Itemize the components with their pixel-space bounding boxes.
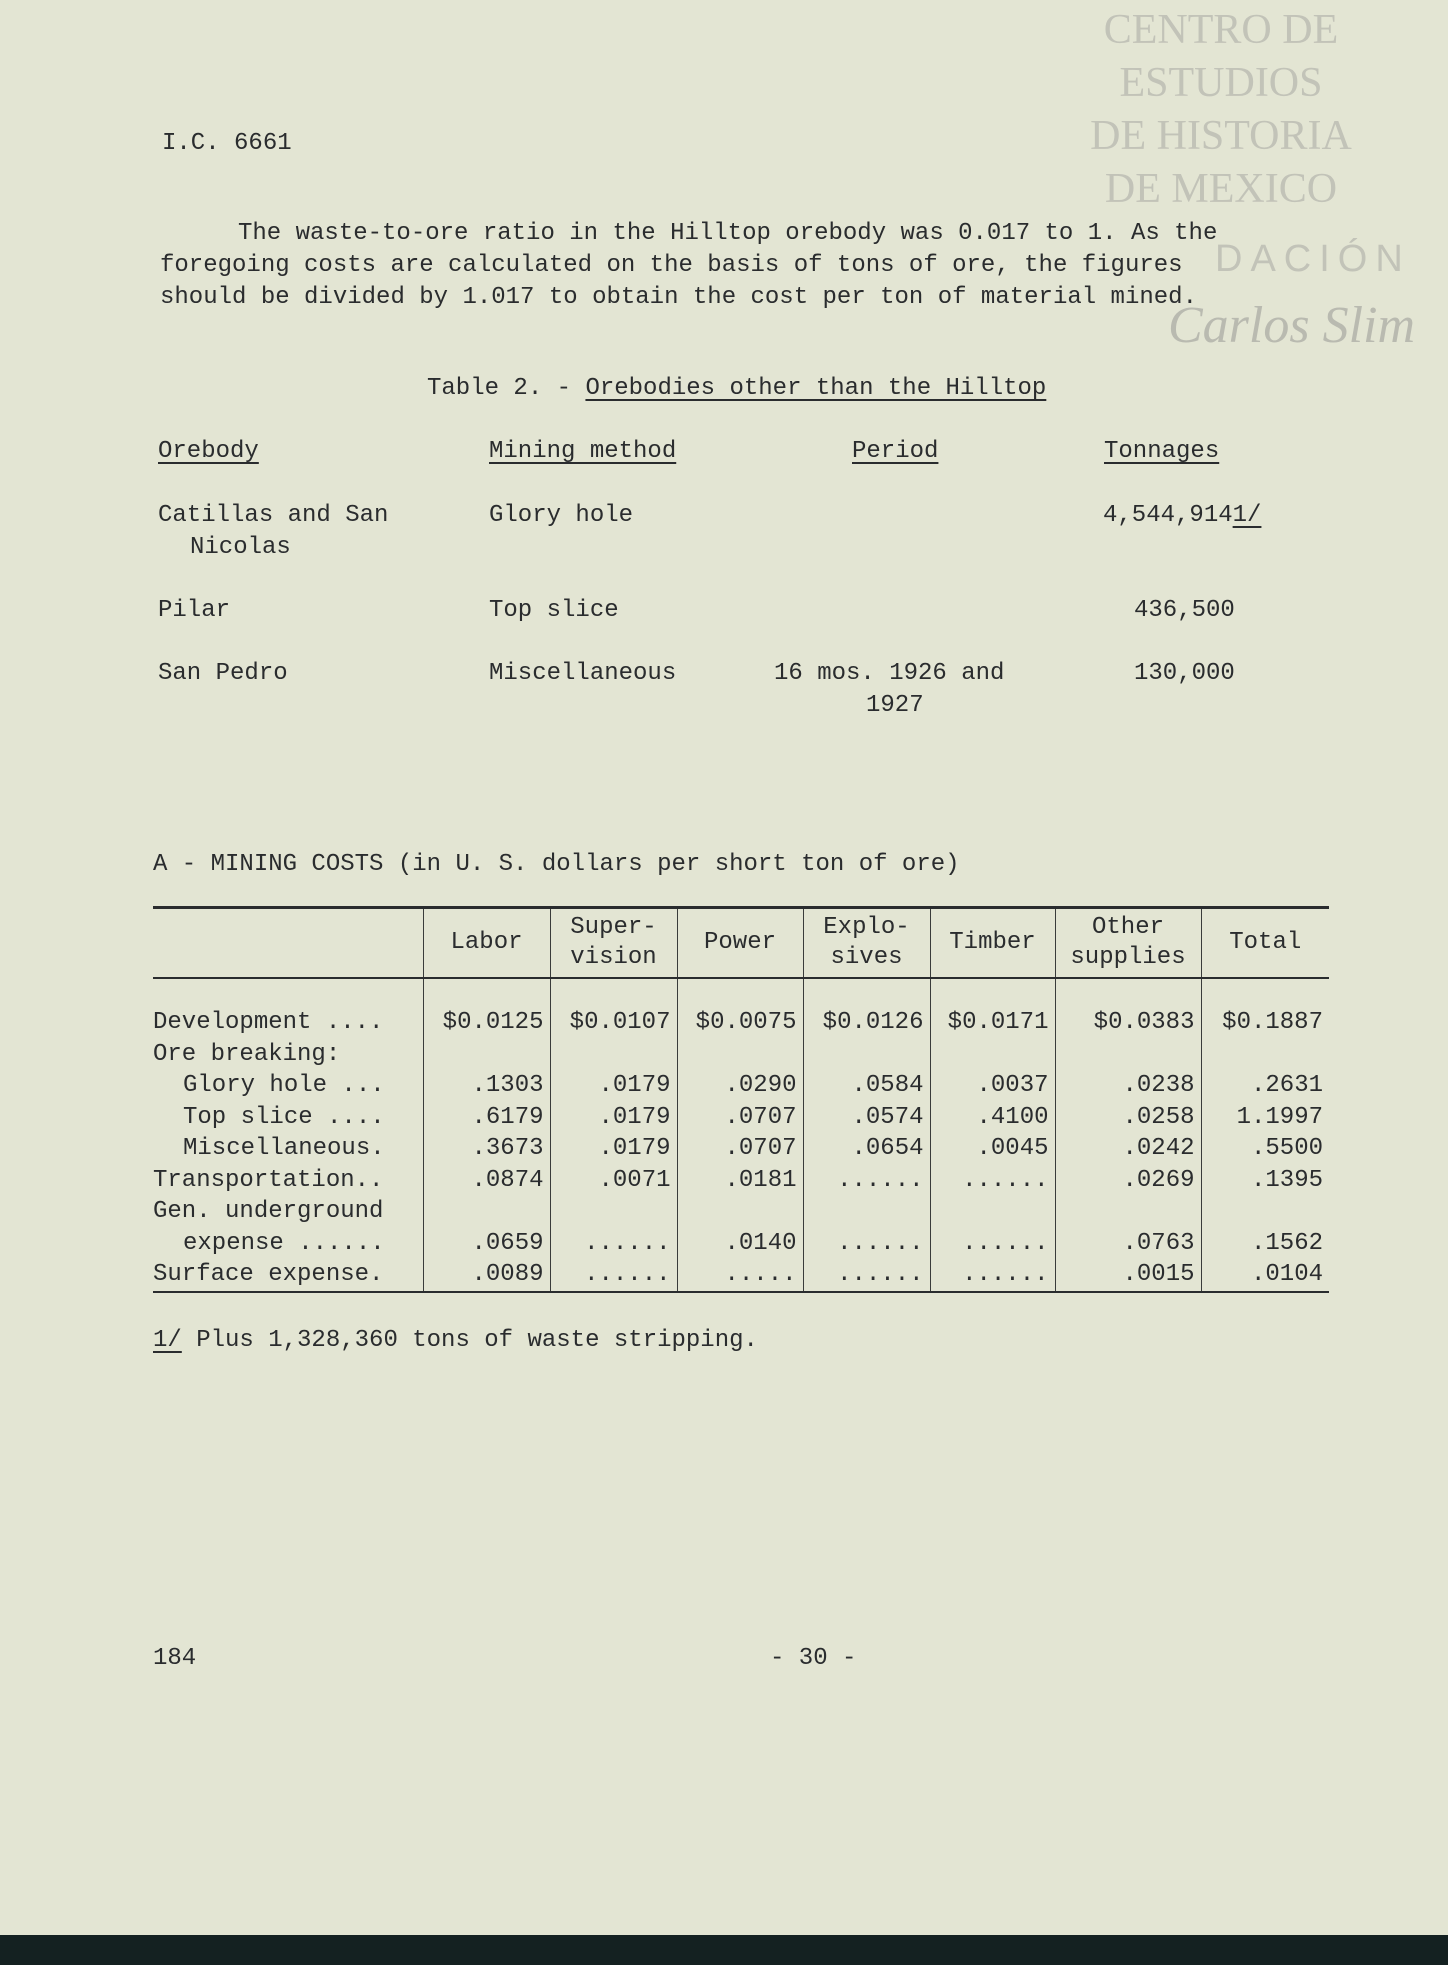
- column-header: [930, 908, 1055, 979]
- table-cell: ......: [803, 1259, 930, 1292]
- table2-title-caption: Orebodies other than the Hilltop: [585, 375, 1047, 402]
- table-cell: .0037: [930, 1070, 1055, 1102]
- table-cell: ......: [550, 1259, 677, 1292]
- section-a-title: A - MINING COSTS (in U. S. dollars per short ton of ore): [153, 851, 960, 878]
- table-cell: .0242: [1055, 1133, 1201, 1165]
- table-cell: ......: [803, 1165, 930, 1197]
- table2-title: [427, 373, 1046, 405]
- table2-tonnage: 130,000: [1134, 660, 1235, 687]
- footnote: [153, 1325, 758, 1357]
- table-cell: .0179: [550, 1102, 677, 1134]
- table-cell: [1201, 1196, 1329, 1228]
- row-label: Development ....: [153, 1009, 384, 1036]
- table-cell: .0015: [1055, 1259, 1201, 1292]
- table-cell: .0290: [677, 1070, 803, 1102]
- table-cell: .....: [677, 1259, 803, 1292]
- table-row: [153, 1196, 1329, 1228]
- header-label: Labor: [450, 929, 523, 956]
- table-row: [153, 1039, 1329, 1071]
- column-header: [1055, 908, 1201, 979]
- table-cell: .5500: [1201, 1133, 1329, 1165]
- table-cell: .0089: [423, 1259, 550, 1292]
- table2-period: 1927: [866, 692, 924, 719]
- column-header: [677, 908, 803, 979]
- table-cell: .0238: [1055, 1070, 1201, 1102]
- table-cell: [1201, 1039, 1329, 1071]
- table-cell: .1562: [1201, 1228, 1329, 1260]
- table-cell: .0179: [550, 1070, 677, 1102]
- table-spacer-row: [153, 978, 1329, 1007]
- row-label: Transportation..: [153, 1166, 384, 1194]
- table-cell: .3673: [423, 1133, 550, 1165]
- table-cell: $0.0075: [677, 1007, 803, 1039]
- table2-orebody: Catillas and San: [158, 502, 389, 529]
- table-cell: .0654: [803, 1133, 930, 1165]
- table-cell: .0140: [677, 1228, 803, 1260]
- table-cell: .2631: [1201, 1070, 1329, 1102]
- header-label: Power: [703, 929, 776, 956]
- table-cell: .0179: [550, 1133, 677, 1165]
- table-cell: .0258: [1055, 1102, 1201, 1134]
- watermark-signature: Carlos Slim: [1168, 297, 1416, 354]
- column-header: [550, 908, 677, 979]
- table-cell: $0.0171: [930, 1007, 1055, 1039]
- table2-header-orebody: Orebody: [158, 438, 259, 465]
- table2-method: Miscellaneous: [489, 660, 677, 687]
- table2-header-period: Period: [852, 438, 939, 465]
- table-cell: .0181: [677, 1165, 803, 1197]
- table-cell: [1055, 1196, 1201, 1228]
- watermark-line: ESTUDIOS: [1119, 60, 1323, 106]
- mining-costs-table: [153, 906, 1329, 1293]
- table2-orebody: Pilar: [158, 597, 231, 624]
- table-row: [153, 1259, 1329, 1292]
- table-cell: .0071: [550, 1165, 677, 1197]
- row-label: expense ......: [183, 1229, 385, 1257]
- table-cell: .0707: [677, 1102, 803, 1134]
- table2-period: 16 mos. 1926 and: [774, 660, 1005, 687]
- watermark-line: DE HISTORIA: [1090, 113, 1352, 159]
- header-label: vision: [570, 944, 657, 971]
- table-cell: .0045: [930, 1133, 1055, 1165]
- watermark-line: CENTRO DE: [1103, 7, 1339, 53]
- header-label: supplies: [1070, 944, 1186, 971]
- page-number-center: - 30 -: [770, 1645, 857, 1672]
- table-cell: ......: [550, 1228, 677, 1260]
- footnote-marker: 1/: [153, 1327, 182, 1354]
- table-cell: .0707: [677, 1133, 803, 1165]
- table-cell: [677, 1196, 803, 1228]
- archive-watermark: [1006, 4, 1436, 216]
- watermark-line: DE MEXICO: [1104, 166, 1338, 212]
- cost-rows: [153, 978, 1329, 1292]
- column-header: [153, 908, 423, 979]
- table-cell: [1055, 1039, 1201, 1071]
- table-cell: $0.0107: [550, 1007, 677, 1039]
- table2-title-prefix: Table 2. -: [427, 375, 586, 402]
- table-cell: $0.0383: [1055, 1007, 1201, 1039]
- page-number-left: 184: [153, 1645, 197, 1672]
- table-cell: [930, 1196, 1055, 1228]
- table-cell: $0.0126: [803, 1007, 930, 1039]
- table-cell: $0.1887: [1201, 1007, 1329, 1039]
- table-cell: .1395: [1201, 1165, 1329, 1197]
- paragraph-line: should be divided by 1.017 to obtain the cost per ton of material mined.: [160, 284, 1197, 311]
- table-cell: [803, 1039, 930, 1071]
- table-row: [153, 1228, 1329, 1260]
- header-label: Total: [1229, 929, 1302, 956]
- table-cell: ......: [930, 1259, 1055, 1292]
- table-cell: .0104: [1201, 1259, 1329, 1292]
- table-cell: .6179: [423, 1102, 550, 1134]
- table-cell: .1303: [423, 1070, 550, 1102]
- row-label: Surface expense.: [153, 1259, 423, 1292]
- row-label: Miscellaneous.: [183, 1135, 385, 1162]
- paragraph-line: The waste-to-ore ratio in the Hilltop orebody was 0.017 to 1. As the: [238, 220, 1218, 247]
- table2-method: Top slice: [489, 597, 619, 624]
- column-header: [1201, 908, 1329, 979]
- table-cell: [550, 1039, 677, 1071]
- header-label: Super-: [570, 914, 657, 941]
- table-cell: ......: [930, 1228, 1055, 1260]
- table-row: [153, 1165, 1329, 1197]
- table2-tonnage: 436,500: [1134, 597, 1235, 624]
- row-label: Gen. underground: [153, 1198, 384, 1225]
- table2-orebody: San Pedro: [158, 660, 288, 687]
- table2-tonnage: [1103, 500, 1261, 532]
- table-cell: .0874: [423, 1165, 550, 1197]
- column-header: [803, 908, 930, 979]
- table-cell: .0269: [1055, 1165, 1201, 1197]
- report-code: I.C. 6661: [162, 130, 292, 157]
- table-cell: [930, 1039, 1055, 1071]
- table-cell: .0659: [423, 1228, 550, 1260]
- table-cell: .0574: [803, 1102, 930, 1134]
- table-header-row: [153, 908, 1329, 979]
- column-header: [423, 908, 550, 979]
- row-label: Glory hole ...: [183, 1072, 385, 1099]
- table-cell: ......: [930, 1165, 1055, 1197]
- header-label: Explo-: [823, 914, 910, 941]
- header-label: Timber: [949, 929, 1036, 956]
- footnote-text: Plus 1,328,360 tons of waste stripping.: [181, 1327, 758, 1354]
- table-cell: [423, 1039, 550, 1071]
- tonnage-value: 4,544,914: [1103, 502, 1233, 529]
- table-cell: [550, 1196, 677, 1228]
- table-cell: .0584: [803, 1070, 930, 1102]
- table-cell: 1.1997: [1201, 1102, 1329, 1134]
- table-row: [153, 1102, 1329, 1134]
- paragraph-line: foregoing costs are calculated on the basis of tons of ore, the figures: [160, 252, 1183, 279]
- table2-method: Glory hole: [489, 502, 634, 529]
- footnote-ref: 1/: [1232, 502, 1262, 529]
- watermark-fundacion: DACIÓN: [1215, 238, 1411, 280]
- header-label: Other: [1091, 914, 1164, 941]
- header-label: sives: [830, 944, 903, 971]
- table2-header-method: Mining method: [489, 438, 677, 465]
- table-cell: [423, 1196, 550, 1228]
- table-row: [153, 1007, 1329, 1039]
- scan-edge: [0, 1935, 1448, 1965]
- table2-orebody: Nicolas: [190, 534, 291, 561]
- table-cell: [803, 1196, 930, 1228]
- table-cell: .4100: [930, 1102, 1055, 1134]
- table-cell: ......: [803, 1228, 930, 1260]
- row-label: Top slice ....: [183, 1103, 385, 1131]
- table-cell: .0763: [1055, 1228, 1201, 1260]
- table-cell: [677, 1039, 803, 1071]
- table-cell: $0.0125: [423, 1007, 550, 1039]
- table-row: [153, 1070, 1329, 1102]
- table2-header-tonnages: Tonnages: [1104, 438, 1220, 465]
- table-row: [153, 1133, 1329, 1165]
- row-label: Ore breaking:: [153, 1040, 341, 1068]
